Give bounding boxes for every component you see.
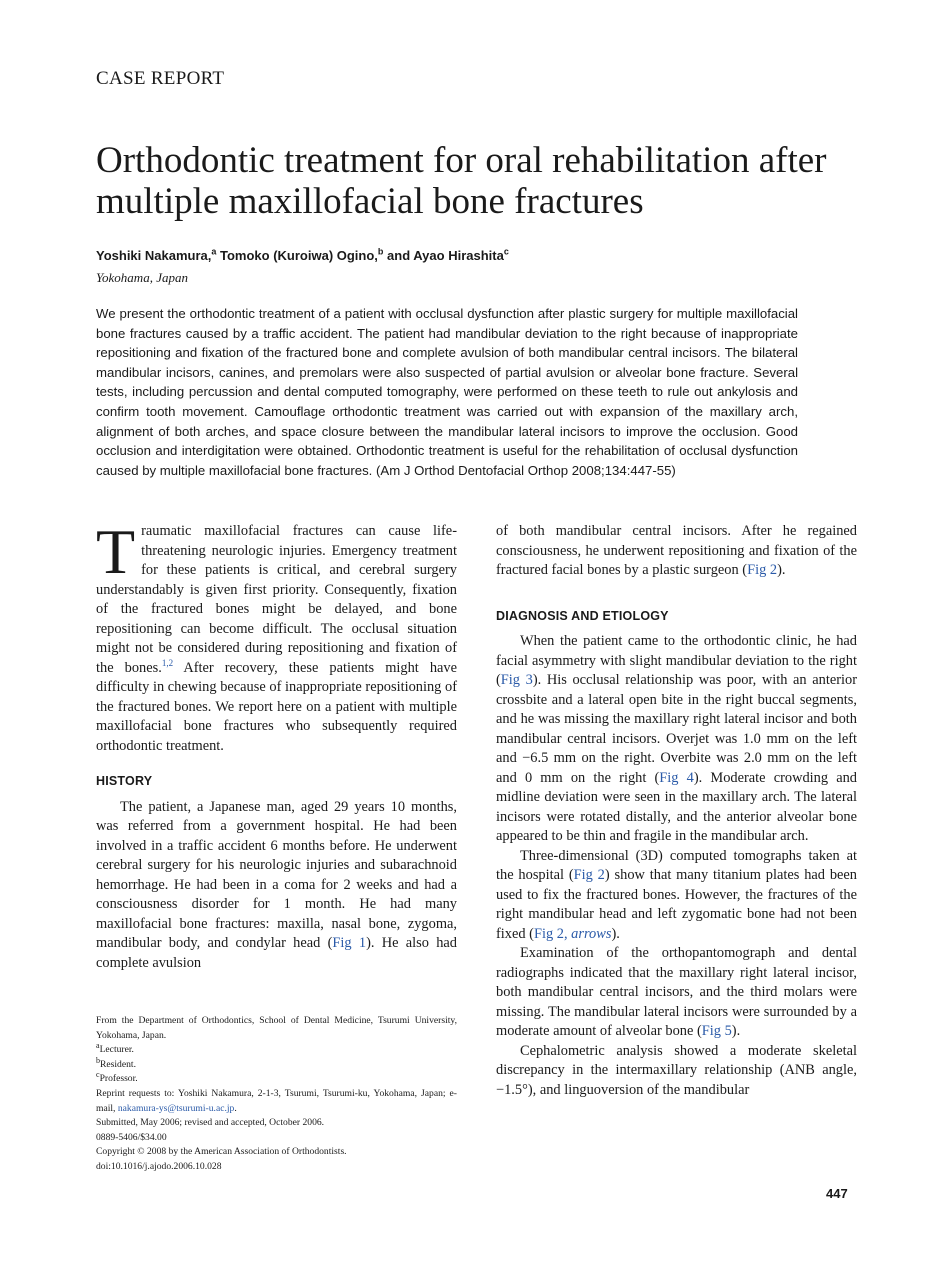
figure-link[interactable]: Fig 1 xyxy=(332,935,367,951)
figure-link[interactable]: Fig 2 xyxy=(747,562,778,578)
author-location: Yokohama, Japan xyxy=(96,270,188,285)
figure-link[interactable]: Fig 5 xyxy=(701,1023,732,1039)
footnote-copyright: Copyright © 2008 by the American Association of Orthodontists. xyxy=(96,1146,347,1158)
right-column xyxy=(496,522,857,1100)
article-title: Orthodontic treatment for oral rehabilitation after multiple maxillofacial bone fractures xyxy=(96,140,827,222)
intro-text: raumatic maxillofacial fractures can cause life-threatening neurologic injuries. Emergency treatment for these patients is critical, and cerebral surgery understandably is given first priority. Consequently, fixation of the fractured bones might be delayed, and bone repositioning can become difficult. The occlusal situation might not be considered during repositioning and fixation of the bones. xyxy=(96,523,457,676)
footnote-a: $^a$Lecturer. xyxy=(96,1041,134,1056)
continuation-paragraph xyxy=(496,522,857,581)
diagnosis-paragraph-3: Examination of the orthopantomograph and dental radiographs indicated that the maxillary right lateral incisor, both mandibular central incisors, and the third molars were missing. The mandibular lateral incisors were surrounded by a moderate amount of alveolar bone (Fig 5). xyxy=(496,945,857,1039)
figure-arrows-link[interactable]: arrows xyxy=(571,925,612,942)
diagnosis-paragraph-4: Cephalometric analysis showed a moderate skeletal discrepancy in the intermaxillary relationship (ANB angle, −1.5°), and linguoversion of the mandibular xyxy=(496,1042,857,1098)
footnote-submitted: Submitted, May 2006; revised and accepted, October 2006. xyxy=(96,1117,325,1129)
drop-cap: T xyxy=(96,516,136,587)
author-list xyxy=(96,248,509,263)
intro-paragraph xyxy=(96,516,457,756)
figure-link[interactable]: Fig 4 xyxy=(659,769,694,786)
section-label: CASE REPORT xyxy=(96,68,225,89)
footnote-c: $^c$Professor. xyxy=(96,1070,138,1085)
history-paragraph xyxy=(96,798,457,974)
figure-link[interactable]: Fig 2 xyxy=(573,867,605,883)
footnotes xyxy=(96,1014,457,1175)
page-number: 447 xyxy=(826,1186,848,1201)
author-affiliation-mark: a xyxy=(211,246,217,257)
author-affiliation-mark: b xyxy=(377,246,384,257)
diagnosis-paragraph-2: Three-dimensional (3D) computed tomographs taken at the hospital (Fig 2) show that many titanium plates had been used to fix the fractured bones. However, the fractures of the right mandibular head and left zygomatic bone had not been fixed (Fig 2, arrows). xyxy=(496,847,858,942)
author-name: and Ayao Hirashita xyxy=(383,248,504,263)
figure-link[interactable]: Fig 2 xyxy=(533,925,564,942)
author-name: Yoshiki Nakamura, xyxy=(96,248,212,263)
author-name: Tomoko (Kuroiwa) Ogino, xyxy=(216,248,378,263)
footnote-issn: 0889-5406/$34.00 xyxy=(96,1131,167,1143)
history-text: The patient, a Japanese man, aged 29 years 10 months, was referred from a government hospital. He had been involved in a traffic accident 6 months before. He underwent cerebral surgery for his neurologic injuries and subarachnoid hemorrhage. He had been in a coma for 2 weeks and had a consciousness disorder for 1 month. He had many maxillofacial bone fractures: maxilla, nasal bone, zygoma, mandibular body, and condylar head ( xyxy=(96,798,457,951)
history-text-continued: ). He also had complete avulsion xyxy=(96,935,458,971)
author-affiliation-mark: c xyxy=(503,246,509,257)
reference-link[interactable]: 1,2 xyxy=(161,657,174,668)
diagnosis-paragraph-1: When the patient came to the orthodontic clinic, he had facial asymmetry with slight mandibular deviation to the right (Fig 3). His occlusal relationship was poor, with an anterior crossbite and a lateral open bite in the right buccal segments, and he was missing the maxillary right lateral incisor and both mandibular central incisors. Overjet was 1.0 mm on the left and −6.5 mm on the right. Overbite was 2.0 mm on the left and 0 mm on the right (Fig 4). Moderate crowding and midline deviation were seen in the maxillary arch. The lateral incisors were rotated distally, and the anterior alveolar bone appeared to be thin and fragile in the mandibular arch. xyxy=(496,633,858,844)
footnote-reprint: Reprint requests to: Yoshiki Nakamura, 2-1-3, Tsurumi, Tsurumi-ku, Yokohama, Japan; e-mail, nakamura-ys@tsurumi-u.ac.jp. xyxy=(96,1087,457,1114)
footnote-doi: doi:10.1016/j.ajodo.2006.10.028 xyxy=(96,1160,222,1172)
email-link[interactable]: nakamura-ys@tsurumi-u.ac.jp xyxy=(117,1102,235,1114)
figure-link[interactable]: Fig 3 xyxy=(500,672,533,688)
intro-text-continued: After recovery, these patients might have difficulty in chewing because of inappropriate repositioning of the fractured bones. We report here on a patient with multiple maxillofacial bone fractures who subsequently required orthodontic treatment. xyxy=(96,659,457,754)
left-column xyxy=(96,516,458,973)
diagnosis-heading: DIAGNOSIS AND ETIOLOGY xyxy=(496,608,669,623)
footnote-b: $^b$Resident. xyxy=(96,1055,136,1070)
continuation-text: of both mandibular central incisors. After he regained consciousness, he underwent repositioning and fixation of the fractured facial bones by a plastic surgeon ( xyxy=(496,523,857,578)
continuation-text-end: ). xyxy=(777,562,786,578)
history-heading: HISTORY xyxy=(96,774,153,788)
abstract: We present the orthodontic treatment of a patient with occlusal dysfunction after plastic surgery for multiple maxillofacial bone fractures caused by a traffic accident. The patient had mandibular deviation to the right because of inappropriate repositioning and fixation of the fractured bone and complete avulsion of both mandibular central incisors. The bilateral mandibular incisors, canines, and premolars were also suspected of partial avulsion or alveolar bone fracture. Several tests, including percussion and dental computed tomography, were performed on these teeth to rule out ankylosis and confirm tooth movement. Camouflage orthodontic treatment was carried out with expansion of the maxillary arch, alignment of both arches, and space closure between the mandibular lateral incisors to improve the occlusion. Good occlusion and interdigitation were obtained. Orthodontic treatment is useful for the rehabilitation of occlusal dysfunction caused by multiple maxillofacial bone fractures. (Am J Orthod Dentofacial Orthop 2008;134:447-55) xyxy=(96,306,798,478)
footnote-affiliation: From the Department of Orthodontics, School of Dental Medicine, Tsurumi University, Yokohama, Japan. xyxy=(96,1015,457,1041)
